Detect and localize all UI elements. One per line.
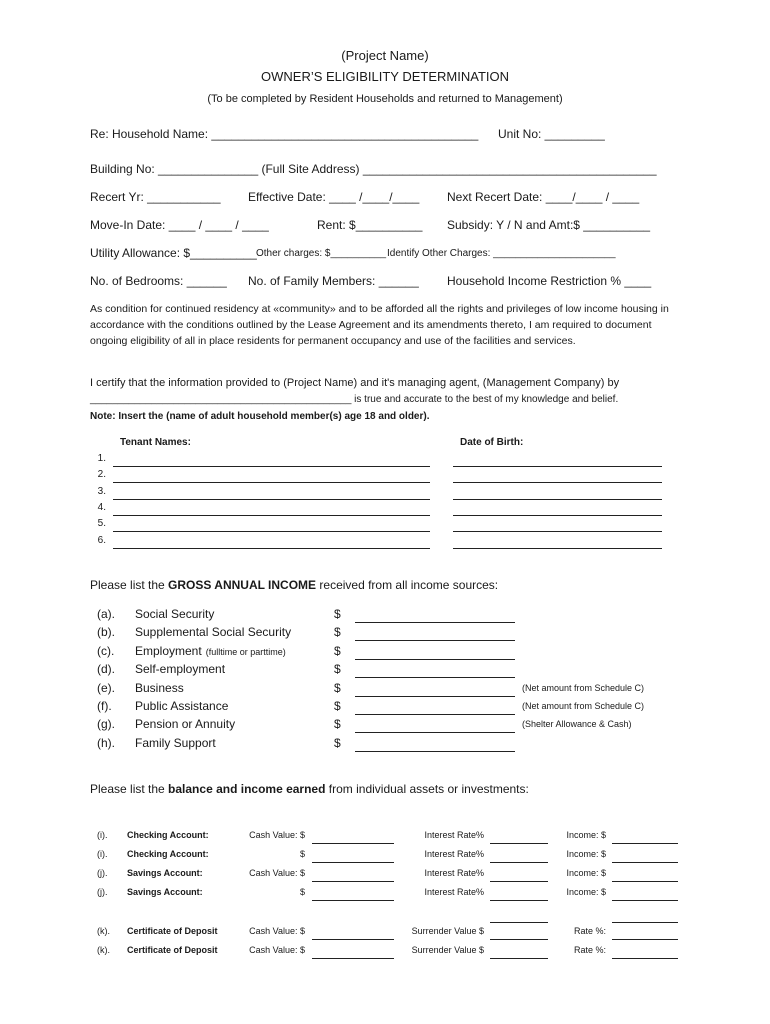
income-amount-line[interactable]	[355, 732, 515, 733]
building-no-field[interactable]: Building No: _______________ (Full Site Address) ____________________________________________	[90, 162, 657, 176]
income-intro	[90, 578, 498, 592]
asset-mid-label: Surrender Value $	[411, 926, 484, 936]
income-note: (Shelter Allowance & Cash)	[522, 719, 632, 730]
tenant-row-number: 4.	[97, 501, 106, 513]
effective-date-field[interactable]: Effective Date: ____ /____/____	[248, 190, 420, 204]
income-intro-post: received from all income sources:	[316, 578, 499, 592]
asset-cash-label: $	[299, 849, 305, 859]
dollar-sign: $	[334, 735, 341, 750]
income-source-label	[135, 607, 214, 621]
asset-mid-line[interactable]	[490, 881, 548, 882]
dollar-sign: $	[334, 643, 341, 658]
asset-right-label: Income: $	[566, 830, 606, 840]
asset-cash-line[interactable]	[312, 881, 394, 882]
tenant-row-number: 5.	[97, 518, 106, 530]
asset-label: Checking Account:	[127, 849, 209, 859]
income-amount-line[interactable]	[355, 714, 515, 715]
rent-field[interactable]: Rent: $__________	[317, 218, 423, 232]
condition-paragraph: As condition for continued residency at «community» and to be afforded all the rights and privileges of low income housing in accordance with the conditions outlined by the Lease Agreement and its amendments thereto, I am required to document ongoing eligibility of all in place residents for permanent occupancy and use of the facilities and services.	[90, 303, 669, 347]
tenant-row-number: 6.	[97, 534, 106, 546]
dollar-sign: $	[334, 680, 341, 695]
asset-right-line[interactable]	[612, 843, 678, 844]
asset-mid-line[interactable]	[490, 958, 548, 959]
tenant-name-line[interactable]	[113, 515, 430, 516]
subsidy-field[interactable]: Subsidy: Y / N and Amt:$ __________	[447, 218, 651, 232]
asset-cash-line[interactable]	[312, 843, 394, 844]
income-restriction-field[interactable]: Household Income Restriction % ____	[447, 274, 652, 288]
date-of-birth-header: Date of Birth:	[460, 437, 524, 448]
income-intro-pre: Please list the	[90, 578, 169, 592]
income-source-label	[135, 662, 225, 676]
certify-note: Note: Insert the (name of adult household member(s) age 18 and older).	[90, 411, 430, 422]
unit-no-field[interactable]: Unit No: _________	[498, 127, 605, 141]
income-source-name: Business	[135, 680, 184, 695]
page-title: OWNER’S ELIGIBILITY DETERMINATION	[261, 69, 509, 84]
asset-mid-line[interactable]	[490, 862, 548, 863]
asset-letter: (j).	[97, 887, 108, 897]
income-source-label	[135, 717, 235, 731]
certify-line-2[interactable]: _______________________________________________ is true and accurate to the best of my knowledge and belief.	[90, 394, 619, 405]
asset-cash-line[interactable]	[312, 900, 394, 901]
asset-right-line[interactable]	[612, 939, 678, 940]
tenant-name-line[interactable]	[113, 548, 430, 549]
income-amount-line[interactable]	[355, 640, 515, 641]
income-letter: (h).	[97, 735, 115, 750]
family-members-field[interactable]: No. of Family Members: ______	[248, 274, 419, 288]
tenant-name-line[interactable]	[113, 466, 430, 467]
income-source-name: Family Support	[135, 735, 216, 750]
dollar-sign: $	[334, 607, 341, 621]
income-letter: (e).	[97, 680, 115, 695]
asset-cash-line[interactable]	[312, 939, 394, 940]
asset-right-label: Income: $	[566, 887, 606, 897]
income-note: (Net amount from Schedule C)	[522, 682, 645, 693]
tenant-dob-line[interactable]	[453, 515, 662, 516]
income-amount-line[interactable]	[355, 751, 515, 752]
next-recert-date-field[interactable]: Next Recert Date: ____/____ / ____	[447, 190, 640, 204]
asset-right-label: Rate %:	[573, 926, 606, 936]
income-source-name: Public Assistance	[135, 699, 229, 713]
tenant-dob-line[interactable]	[453, 531, 662, 532]
certify-line-1: I certify that the information provided to (Project Name) and it's managing agent, (Management Company) by	[90, 377, 620, 389]
utility-allowance-field[interactable]: Utility Allowance: $__________	[90, 246, 257, 260]
asset-letter: (i).	[97, 830, 108, 840]
assets-intro	[90, 782, 529, 796]
asset-right-label: Rate %:	[573, 945, 606, 955]
assets-intro-bold: balance and income earned	[168, 782, 326, 796]
tenant-names-header: Tenant Names:	[120, 437, 191, 448]
dollar-sign: $	[334, 699, 341, 713]
asset-cash-label: Cash Value: $	[249, 868, 305, 878]
income-source-label	[135, 644, 286, 658]
bedrooms-field[interactable]: No. of Bedrooms: ______	[90, 274, 227, 288]
asset-label: Checking Account:	[127, 830, 209, 840]
asset-mid-line[interactable]	[490, 900, 548, 901]
tenant-row-number: 2.	[97, 469, 106, 481]
page-subtitle: (To be completed by Resident Households and returned to Management)	[207, 93, 563, 105]
dollar-sign: $	[334, 625, 341, 640]
asset-mid-label: Surrender Value $	[411, 945, 484, 955]
tenant-name-line[interactable]	[113, 482, 430, 483]
income-source-name: Pension or Annuity	[135, 717, 236, 732]
income-letter: (g).	[97, 717, 115, 732]
income-intro-bold: GROSS ANNUAL INCOME	[168, 578, 317, 592]
move-in-date-field[interactable]: Move-In Date: ____ / ____ / ____	[90, 218, 269, 232]
asset-right-label: Income: $	[566, 868, 606, 878]
asset-letter: (k).	[97, 945, 110, 955]
income-source-name: Self-employment	[135, 662, 226, 677]
tenant-dob-line[interactable]	[453, 499, 662, 500]
dollar-sign: $	[334, 717, 341, 732]
asset-letter: (j).	[97, 868, 108, 878]
asset-right-line[interactable]	[612, 958, 678, 959]
income-letter: (f).	[97, 699, 112, 713]
income-amount-line[interactable]	[355, 696, 515, 697]
tenant-dob-line[interactable]	[453, 548, 662, 549]
income-source-name: Social Security	[135, 607, 215, 621]
asset-label: Savings Account:	[127, 887, 203, 897]
asset-label: Savings Account:	[127, 868, 203, 878]
income-source-sub: (fulltime or parttime)	[205, 646, 286, 657]
tenant-row-number: 1.	[97, 453, 106, 464]
asset-mid-label: Interest Rate%	[424, 849, 484, 859]
income-source-label	[135, 699, 228, 713]
income-source-label	[135, 736, 216, 750]
tenant-dob-line[interactable]	[453, 466, 662, 467]
extra-surrender-line[interactable]	[490, 922, 548, 923]
asset-mid-label: Interest Rate%	[424, 887, 484, 897]
income-source-label	[135, 681, 184, 695]
income-source-name: Supplemental Social Security	[135, 625, 292, 640]
income-source-label	[135, 625, 291, 639]
asset-mid-label: Interest Rate%	[424, 830, 484, 840]
assets-intro-post: from individual assets or investments:	[325, 782, 529, 796]
income-source-name: Employment	[135, 643, 202, 658]
asset-right-line[interactable]	[612, 900, 678, 901]
income-note: (Net amount from Schedule C)	[522, 701, 645, 711]
tenant-name-line[interactable]	[113, 531, 430, 532]
asset-letter: (i).	[97, 849, 108, 859]
asset-mid-label: Interest Rate%	[424, 868, 484, 878]
income-letter: (d).	[97, 662, 115, 677]
asset-cash-label: $	[299, 887, 305, 897]
asset-mid-line[interactable]	[490, 843, 548, 844]
tenant-row-number: 3.	[97, 485, 106, 497]
income-letter: (b).	[97, 625, 115, 640]
recert-year-field[interactable]: Recert Yr: ___________	[90, 190, 221, 204]
identify-other-charges-field[interactable]: Identify Other Charges: ______________________	[387, 248, 616, 259]
other-charges-field[interactable]: Other charges: $__________	[256, 248, 387, 259]
asset-cash-line[interactable]	[312, 862, 394, 863]
project-name: (Project Name)	[341, 48, 429, 63]
asset-mid-line[interactable]	[490, 939, 548, 940]
income-amount-line[interactable]	[355, 622, 515, 623]
asset-letter: (k).	[97, 926, 110, 936]
asset-label: Certificate of Deposit	[127, 926, 218, 936]
extra-rate-line[interactable]	[612, 922, 678, 923]
asset-right-label: Income: $	[566, 849, 606, 859]
tenant-dob-line[interactable]	[453, 482, 662, 483]
asset-cash-label: Cash Value: $	[249, 830, 305, 840]
tenant-name-line[interactable]	[113, 499, 430, 500]
income-amount-line[interactable]	[355, 659, 515, 660]
asset-right-line[interactable]	[612, 862, 678, 863]
asset-cash-label: Cash Value: $	[249, 926, 305, 936]
asset-cash-label: Cash Value: $	[249, 945, 305, 955]
asset-cash-line[interactable]	[312, 958, 394, 959]
income-letter: (c).	[97, 643, 115, 658]
dollar-sign: $	[334, 662, 341, 677]
household-name-field[interactable]: Re: Household Name: ________________________________________	[90, 127, 479, 141]
income-letter: (a).	[97, 607, 115, 621]
assets-intro-pre: Please list the	[90, 782, 169, 796]
asset-label: Certificate of Deposit	[127, 945, 218, 955]
asset-right-line[interactable]	[612, 881, 678, 882]
income-amount-line[interactable]	[355, 677, 515, 678]
